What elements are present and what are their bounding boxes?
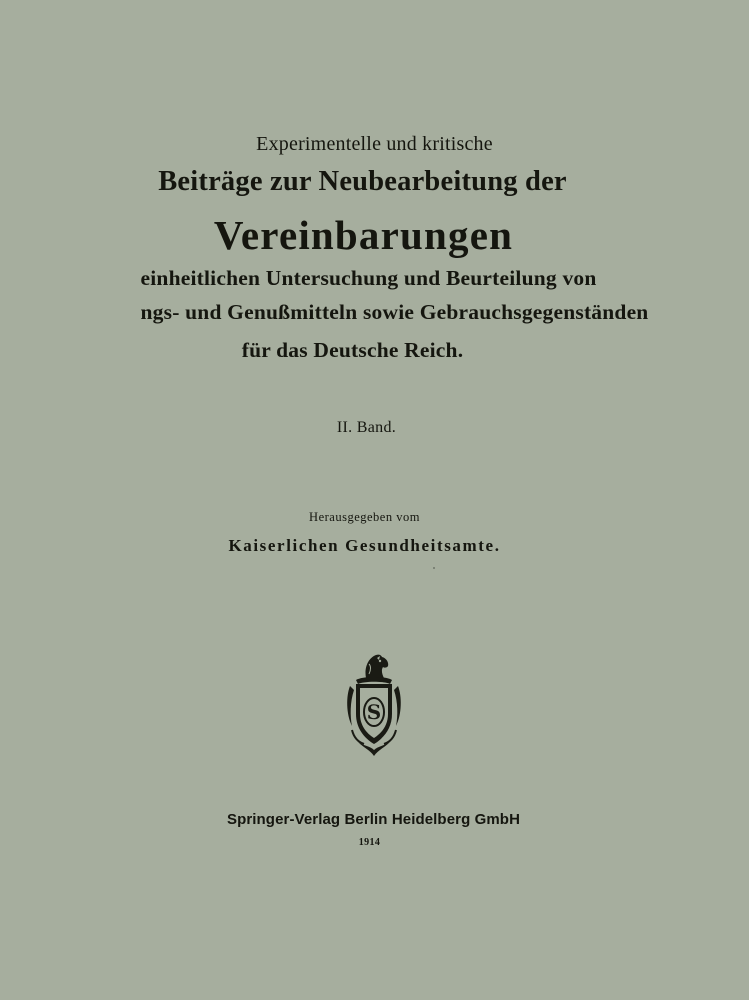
subtitle-line-1: Experimentelle und kritische — [256, 133, 493, 155]
logo-letter: S — [366, 700, 382, 724]
volume-label: II. Band. — [336, 419, 397, 436]
springer-knight-logo-icon — [344, 652, 404, 758]
publisher: Springer-Verlag Berlin Heidelberg GmbH — [226, 811, 521, 828]
editor-intro: Herausgegeben vom — [309, 510, 420, 524]
main-title: Vereinbarungen — [213, 212, 514, 258]
subtitle-line-6: für das Deutsche Reich. — [241, 338, 464, 362]
subtitle-line-4: einheitlichen Untersuchung und Beurteilung von — [140, 266, 597, 290]
publication-year: 1914 — [358, 837, 381, 848]
paper-speck — [433, 567, 435, 569]
title-line-2: Beiträge zur Neubearbeitung der — [158, 166, 567, 197]
subtitle-line-5: ngs- und Genußmitteln sowie Gebrauchsgegenständen — [140, 300, 649, 324]
editor-name: Kaiserlichen Gesundheitsamte. — [228, 536, 501, 555]
